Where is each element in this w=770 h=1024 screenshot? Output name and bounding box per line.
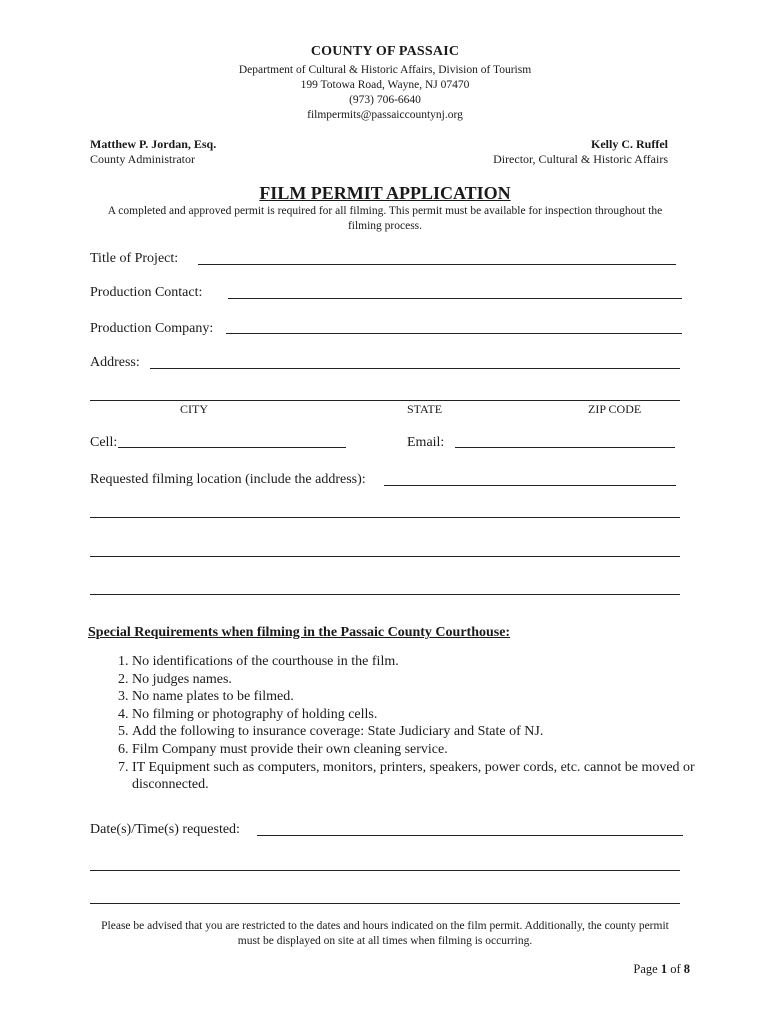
list-item: 7. IT Equipment such as computers, monitors, printers, speakers, power cords, etc. cannot be moved or disconnected.	[132, 759, 732, 794]
address-label: Address:	[90, 355, 140, 370]
page-current: 1	[660, 962, 668, 976]
state-label: STATE	[407, 402, 443, 416]
production-contact-label: Production Contact:	[90, 285, 203, 300]
list-item: 1. No identifications of the courthouse in the film.	[132, 653, 732, 671]
list-item: 2. No judges names.	[132, 671, 732, 689]
location-field-line2[interactable]	[90, 517, 680, 518]
list-item: 4. No filming or photography of holding cells.	[132, 706, 732, 724]
administrator-title: County Administrator	[90, 152, 195, 166]
phone-line: (973) 706-6640	[349, 94, 421, 106]
production-company-field[interactable]	[226, 333, 682, 334]
page-number	[633, 962, 690, 977]
production-company-label: Production Company:	[90, 321, 214, 336]
city-label: CITY	[180, 402, 208, 416]
form-note: A completed and approved permit is required for all filming. This permit must be available for inspection throughout the filming process.	[107, 205, 663, 232]
department-line: Department of Cultural & Historic Affairs, Division of Tourism	[238, 64, 532, 76]
administrator-name: Matthew P. Jordan, Esq.	[90, 137, 217, 151]
location-label: Requested filming location (include the address):	[90, 472, 366, 487]
title-of-project-field[interactable]	[198, 264, 676, 265]
form-title: FILM PERMIT APPLICATION	[259, 183, 511, 203]
production-contact-field[interactable]	[228, 298, 682, 299]
county-title: COUNTY OF PASSAIC	[310, 44, 460, 59]
address-line: 199 Totowa Road, Wayne, NJ 07470	[300, 79, 470, 91]
email-field[interactable]	[455, 447, 675, 448]
list-item: 3. No name plates to be filmed.	[132, 688, 732, 706]
page-of: of	[670, 962, 681, 976]
page-total: 8	[683, 962, 690, 976]
dates-field-line3[interactable]	[90, 903, 680, 904]
cell-label: Cell:	[90, 435, 118, 450]
list-item: 6. Film Company must provide their own cleaning service.	[132, 741, 732, 759]
title-of-project-label: Title of Project:	[90, 251, 179, 266]
email-label: Email:	[407, 435, 445, 450]
director-block	[493, 137, 668, 167]
location-field-line4[interactable]	[90, 594, 680, 595]
dates-label: Date(s)/Time(s) requested:	[90, 822, 240, 837]
zip-code-label: ZIP CODE	[588, 402, 642, 416]
administrator-block	[90, 137, 216, 167]
dates-field-line2[interactable]	[90, 870, 680, 871]
footer-note: Please be advised that you are restricted to the dates and hours indicated on the film permit. Additionally, the county permit must be displayed on site at all times when filming is occurring.	[101, 920, 669, 947]
page-prefix: Page	[633, 962, 658, 976]
requirements-list	[90, 653, 732, 794]
list-item: 5. Add the following to insurance coverage: State Judiciary and State of NJ.	[132, 723, 732, 741]
cell-field[interactable]	[118, 447, 346, 448]
director-name: Kelly C. Ruffel	[591, 137, 668, 151]
dates-field-line1[interactable]	[257, 835, 683, 836]
director-title: Director, Cultural & Historic Affairs	[493, 152, 668, 166]
special-requirements-title: Special Requirements when filming in the Passaic County Courthouse:	[88, 625, 511, 640]
location-field-line1[interactable]	[384, 485, 676, 486]
location-field-line3[interactable]	[90, 556, 680, 557]
address-field-line1[interactable]	[150, 368, 680, 369]
email-line[interactable]: filmpermits@passaiccountynj.org	[307, 109, 463, 121]
address-field-line2[interactable]	[90, 400, 680, 401]
